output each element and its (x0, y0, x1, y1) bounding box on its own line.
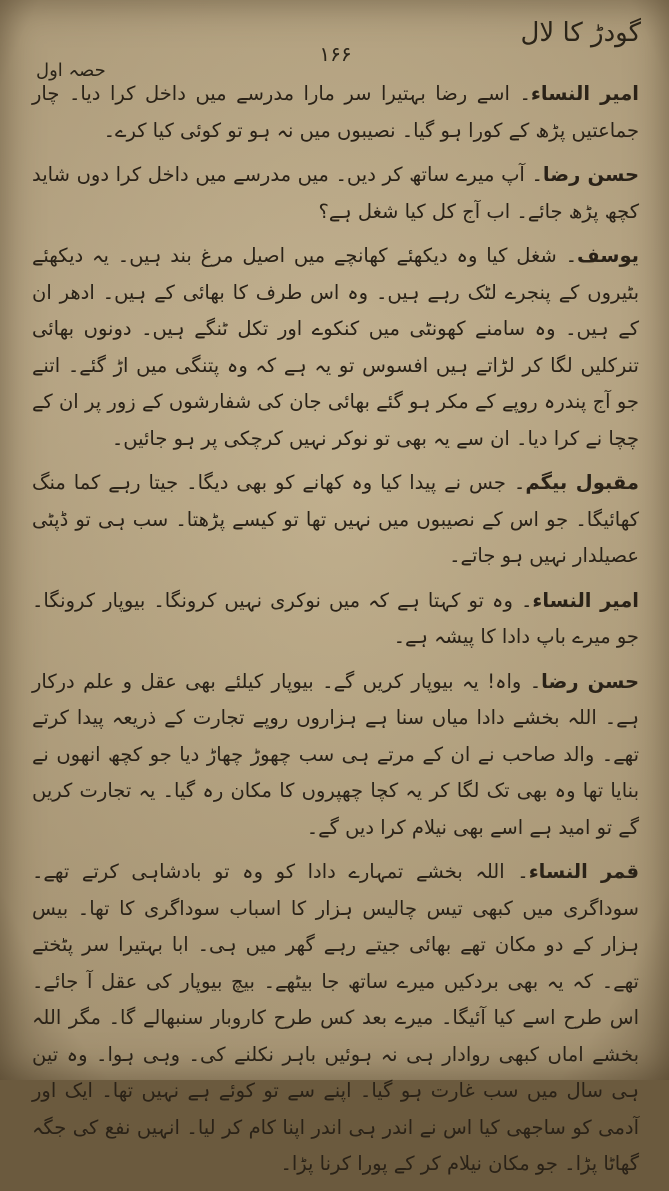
speaker-name: قمر النساء (528, 860, 639, 883)
paragraph (32, 157, 639, 230)
speaker-name: یوسف (577, 244, 639, 267)
paragraph (32, 76, 639, 149)
book-title: گودڑ کا لال (520, 18, 641, 48)
page-number: ۱۶۶ (319, 42, 352, 66)
paragraph (32, 583, 639, 656)
dialogue-text: ۔ آپ میرے ساتھ کر دیں۔ میں مدرسے میں داخل کرا دوں شاید کچھ پڑھ جائے۔ اب آج کل کیا شغل ہے؟ (32, 163, 639, 223)
speaker-name: امیر النساء (530, 82, 639, 105)
dialogue-text: ۔ جس نے پیدا کیا وہ کھانے کو بھی دیگا۔ جیتا رہے کما منگ کھائیگا۔ جو اس کے نصیبوں میں نہیں تھا تو کیسے پڑھتا۔ سب ہی تو ڈپٹی عصیلدار نہیں ہو جاتے۔ (32, 471, 639, 567)
paragraph (32, 465, 639, 575)
page-body (32, 76, 639, 1191)
section-label: حصہ اول (36, 60, 106, 81)
dialogue-text: ۔ واہ! یہ بیوپار کریں گے۔ بیوپار کیلئے بھی عقل و علم درکار ہے۔ اللہ بخشے دادا میاں سنا ہے ہزاروں روپے تجارت کے ذریعہ پیدا کرتے تھے۔ والد صاحب نے ان کے مرتے ہی سب چھوڑ چھاڑ دیا جو کچھ انھوں نے بنایا تھا وہ بھی تک لگا کر یہ کچا چھپروں کا مکان رہ گیا۔ یہ تجارت کریں گے تو امید ہے اسے بھی نیلام کرا دیں گے۔ (32, 669, 639, 839)
speaker-name: امیر النساء (532, 588, 639, 612)
dialogue-text: ۔ وہ تو کہتا ہے کہ میں نوکری نہیں کرونگا۔ بیوپار کرونگا۔ جو میرے باپ دادا کا پیشہ ہے۔ (32, 588, 639, 648)
paragraph (32, 664, 639, 847)
dialogue-text: ۔ اللہ بخشے تمہارے دادا کو وہ تو بادشاہی کرتے تھے۔ سوداگری میں کبھی تیس چالیس ہزار کا اسباب سوداگری کا تھا۔ بیس ہزار کے دو مکان تھے بھائی جیتے رہے گھر میں ہی۔ ابا بہتیرا سر پٹختے تھے۔ کہ یہ بھی بردکیں میرے ساتھ جا بیٹھے۔ بیچ بیوپار کی عقل آ جائے۔ اس طرح اسے کیا آئیگا۔ میرے بعد کس طرح کاروبار سنبھالے گا۔ مگر اللہ بخشے اماں کبھی روادار ہی نہ ہوئیں باہر نکلنے کی۔ وہی ہوا۔ وہ تین ہی سال میں سب غارت ہو گیا۔ اپنے سے تو کوئے ہے نہیں تھا۔ ایک اور آدمی کو ساجھی کیا اس نے اندر ہی اندر اپنا کام کر لیا۔ انہیں نفع کی جگہ گھاٹا پڑا۔ جو مکان نیلام کر کے پورا کرنا پڑا۔ (32, 860, 639, 1175)
speaker-name: حسن رضا (542, 163, 639, 186)
dialogue-text: ۔ اسے رضا بہتیرا سر مارا مدرسے میں داخل کرا دیا۔ چار جماعتیں پڑھ کے کورا ہو گیا۔ نصیبوں میں نہ ہو تو کوئی کیا کرے۔ (32, 82, 639, 142)
paragraph (32, 854, 639, 1183)
dialogue-text: ۔ شغل کیا وہ دیکھئے کھانچے میں اصیل مرغ بند ہیں۔ یہ دیکھئے بٹیروں کے پنجرے لٹک رہے ہیں۔ وہ اس طرف کا بھائی کے ہیں۔ ادھر ان کے ہیں۔ وہ سامنے کھونٹی میں کنکوے اور تکل ٹنگے ہیں۔ دونوں بھائی تنرکلیں لگا کر لڑاتے ہیں افسوس تو یہ ہے کہ وہ پتنگی میں اڑ گئے۔ اتنے جو آج پندرہ روپے کے مکر ہو گئے بھائی جان کی شفارشوں کے زور پر ان کے چچا نے کرا دیا۔ ان سے یہ بھی تو نوکر نہیں کرچکی پر ہو جائیں۔ (32, 244, 639, 450)
speaker-name: حسن رضا (541, 669, 640, 693)
paragraph (32, 238, 639, 457)
speaker-name: مقبول بیگم (525, 471, 639, 494)
